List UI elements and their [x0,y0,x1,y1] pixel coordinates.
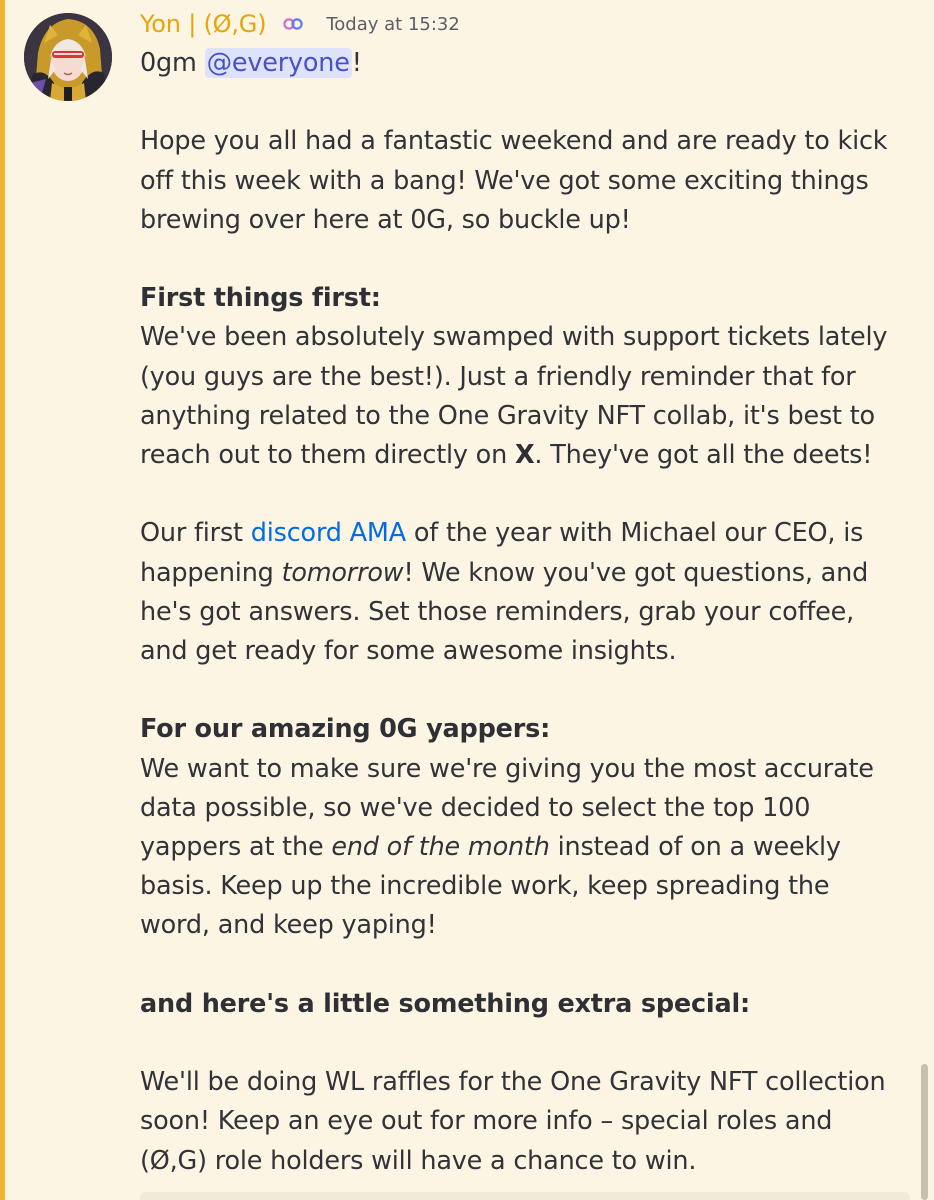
ama-line-4: and get ready for some awesome insights. [140,636,677,666]
section-heading-extra-special: and here's a little something extra special: [140,988,750,1019]
greeting-line [140,44,920,83]
tomorrow-emphasis: tomorrow [281,557,404,588]
raffle-line-2: soon! Keep an eye out for more info – special roles and [140,1106,833,1137]
support-line-4-text: reach out to them directly on [140,440,515,470]
next-embed-edge [140,1192,910,1200]
raffle-line-1: We'll be doing WL raffles for the One Gravity NFT collection [140,1067,886,1098]
raffle-line-3: (Ø,G) role holders will have a chance to win. [140,1145,697,1176]
ama-line-1 [140,514,920,553]
ama-line-2 [140,554,920,593]
intro-line-1: Hope you all had a fantastic weekend and are ready to kick [140,126,888,157]
avatar[interactable] [24,13,112,101]
ama-line-1-suffix: of the year with Michael our CEO, is [405,518,864,549]
ama-line-1-text: Our first [140,518,251,549]
yappers-line-3 [140,828,920,867]
support-line-2: (you guys are the best!). Just a friendly reminder that for [140,361,856,392]
x-platform-name: X [514,440,535,470]
intro-line-2: off this week with a bang! We've got some exciting things [140,165,869,196]
greeting-suffix: ! [351,48,362,78]
discord-ama-link[interactable]: discord AMA [250,518,406,549]
support-line-3: anything related to the One Gravity NFT collab, it's best to [140,400,875,431]
message-timestamp[interactable]: Today at 15:32 [326,13,460,35]
intro-line-3: brewing over here at 0G, so buckle up! [140,204,631,235]
author-name[interactable]: Yon | (Ø,G) [140,10,267,38]
ama-line-2-suffix: ! We know you've got questions, and [403,557,869,588]
scrollbar-thumb[interactable] [921,1064,928,1200]
support-line-1: We've been absolutely swamped with support tickets lately [140,322,888,353]
yappers-line-3-suffix: instead of on a weekly [549,832,841,862]
yappers-line-5: word, and keep yaping! [140,910,437,941]
message-header [140,4,460,44]
section-heading-first-things: First things first: [140,283,381,314]
message-content [140,44,920,1181]
support-line-4-suffix: . They've got all the deets! [534,440,873,470]
everyone-mention[interactable]: @everyone [206,48,350,78]
yappers-line-3-text: yappers at the [140,832,332,862]
yappers-line-1: We want to make sure we're giving you the most accurate [140,753,874,784]
yappers-line-2: data possible, so we've decided to select the top 100 [140,792,811,823]
support-line-4 [140,436,920,475]
end-of-month-emphasis: end of the month [331,832,550,862]
ama-line-3: he's got answers. Set those reminders, grab your coffee, [140,596,855,627]
guild-tag-icon[interactable] [282,17,304,31]
section-heading-yappers: For our amazing 0G yappers: [140,714,551,745]
avatar-image [24,13,112,101]
greeting-text: 0gm [140,48,205,78]
yappers-line-4: basis. Keep up the incredible work, keep spreading the [140,871,830,902]
ama-line-2-text: happening [140,557,282,588]
